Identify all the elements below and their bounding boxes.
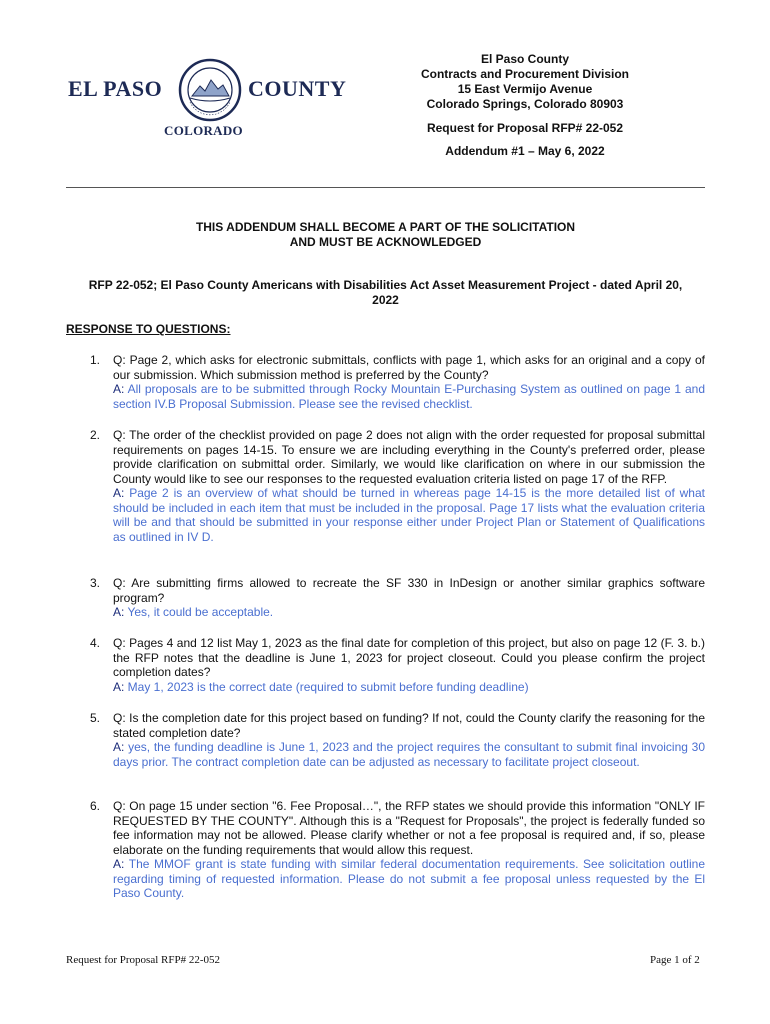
answer-text: All proposals are to be submitted through Rocky Mountain E-Purchasing System as outlined on page 1 and section IV.B Proposal Submission. Please see the revised checklist. — [113, 382, 705, 411]
header-street: 15 East Vermijo Avenue — [457, 82, 593, 96]
rfp-title — [66, 278, 705, 308]
question-text: Q: Pages 4 and 12 list May 1, 2023 as the final date for completion of this project, but also on page 12 (F. 3. b.) the RFP notes that the deadline is June 1, 2023 for project closeout. Could you please confirm the project completion dates? — [113, 636, 705, 679]
answer-label: A: — [113, 679, 125, 694]
question-number: 5. — [90, 711, 101, 725]
question-item — [66, 636, 705, 694]
answer-text: Yes, it could be acceptable. — [124, 605, 274, 619]
question-text: Q: On page 15 under section "6. Fee Proposal…", the RFP states we should provide this information "ONLY IF REQUESTED BY THE COUNTY". Although this is a "Request for Proposals", the project is federally funded so fee information may not be allowed. Please clarify whether or not a fee proposal is required and, if so, please elaborate on the funding requirements that would allow this request. — [113, 799, 705, 857]
question-item — [66, 353, 705, 411]
addendum-notice — [66, 220, 705, 250]
logo-right-text: COUNTY — [248, 76, 347, 101]
header-addendum: Addendum #1 – May 6, 2022 — [445, 144, 605, 158]
footer-document-id: Request for Proposal RFP# 22-052 — [66, 954, 220, 966]
question-text: Q: Page 2, which asks for electronic submittals, conflicts with page 1, which asks for an original and a copy of our submission. Which submission method is preferred by the County? — [113, 353, 705, 382]
county-logo — [66, 58, 347, 142]
answer-text: The MMOF grant is state funding with similar federal documentation requirements. See solicitation outline regarding timing of requested information. Please do not submit a fee proposal unless requested by the El Paso County. — [113, 857, 705, 900]
question-number: 1. — [90, 353, 101, 367]
rfp-title-line-2: 2022 — [372, 293, 399, 307]
header-org: El Paso County — [480, 52, 569, 66]
header-rfp: Request for Proposal RFP# 22-052 — [426, 121, 624, 135]
answer-label: A: — [113, 740, 125, 754]
rfp-title-line-1: RFP 22-052; El Paso County Americans with Disabilities Act Asset Measurement Project - dated April 20, — [88, 278, 683, 292]
question-item — [66, 576, 705, 620]
question-number: 4. — [90, 636, 101, 650]
header-city: Colorado Springs, Colorado 80903 — [426, 97, 624, 111]
letterhead — [400, 52, 650, 159]
footer-page-number: Page 1 of 2 — [650, 954, 700, 966]
logo-sub-text: COLORADO — [164, 123, 243, 138]
section-heading: RESPONSE TO QUESTIONS: — [66, 322, 231, 336]
question-text: Q: Is the completion date for this project based on funding? If not, could the County clarify the reasoning for the stated completion date? — [113, 711, 705, 740]
notice-line-1: THIS ADDENDUM SHALL BECOME A PART OF THE SOLICITATION — [195, 220, 576, 234]
header-division: Contracts and Procurement Division — [420, 67, 630, 81]
county-seal-icon — [178, 58, 242, 122]
answer-label: A: — [113, 857, 125, 871]
logo-left-text: EL PASO — [68, 76, 163, 101]
question-item — [66, 799, 705, 901]
question-number: 3. — [90, 576, 101, 590]
answer-text: Page 2 is an overview of what should be turned in whereas page 14-15 is the more detailed list of what should be included in each item that must be included in the proposal. Page 17 lists what the evaluation criteria will be and that should be submitted in your response either under Project Plan or Statement of Qualifications as outlined in IV D. — [113, 486, 705, 544]
notice-line-2: AND MUST BE ACKNOWLEDGED — [289, 235, 482, 249]
answer-text: May 1, 2023 is the correct date (required to submit before funding deadline) — [124, 679, 529, 694]
answer-label: A: — [113, 382, 125, 396]
header-divider — [66, 187, 705, 188]
question-item — [66, 428, 705, 544]
answer-text: yes, the funding deadline is June 1, 2023 and the project requires the consultant to submit final invoicing 30 days prior. The contract completion date can be adjusted as necessary to facilitate project closeout. — [113, 740, 706, 769]
answer-label: A: — [113, 605, 125, 619]
question-text: Q: Are submitting firms allowed to recreate the SF 330 in InDesign or another similar graphics software program? — [113, 576, 705, 605]
question-text: Q: The order of the checklist provided on page 2 does not align with the order requested for proposal submittal requirements on pages 14-15. To ensure we are including everything in the County's preferred order, please provide clarification on submittal order. Similarly, we would like clarification on where in our submission the County would like to see our responses to the requested evaluation criteria listed on page 17 of the RFP. — [113, 428, 705, 486]
question-item — [66, 711, 705, 769]
answer-label: A: — [113, 486, 125, 500]
question-number: 6. — [90, 799, 101, 813]
question-number: 2. — [90, 428, 101, 442]
